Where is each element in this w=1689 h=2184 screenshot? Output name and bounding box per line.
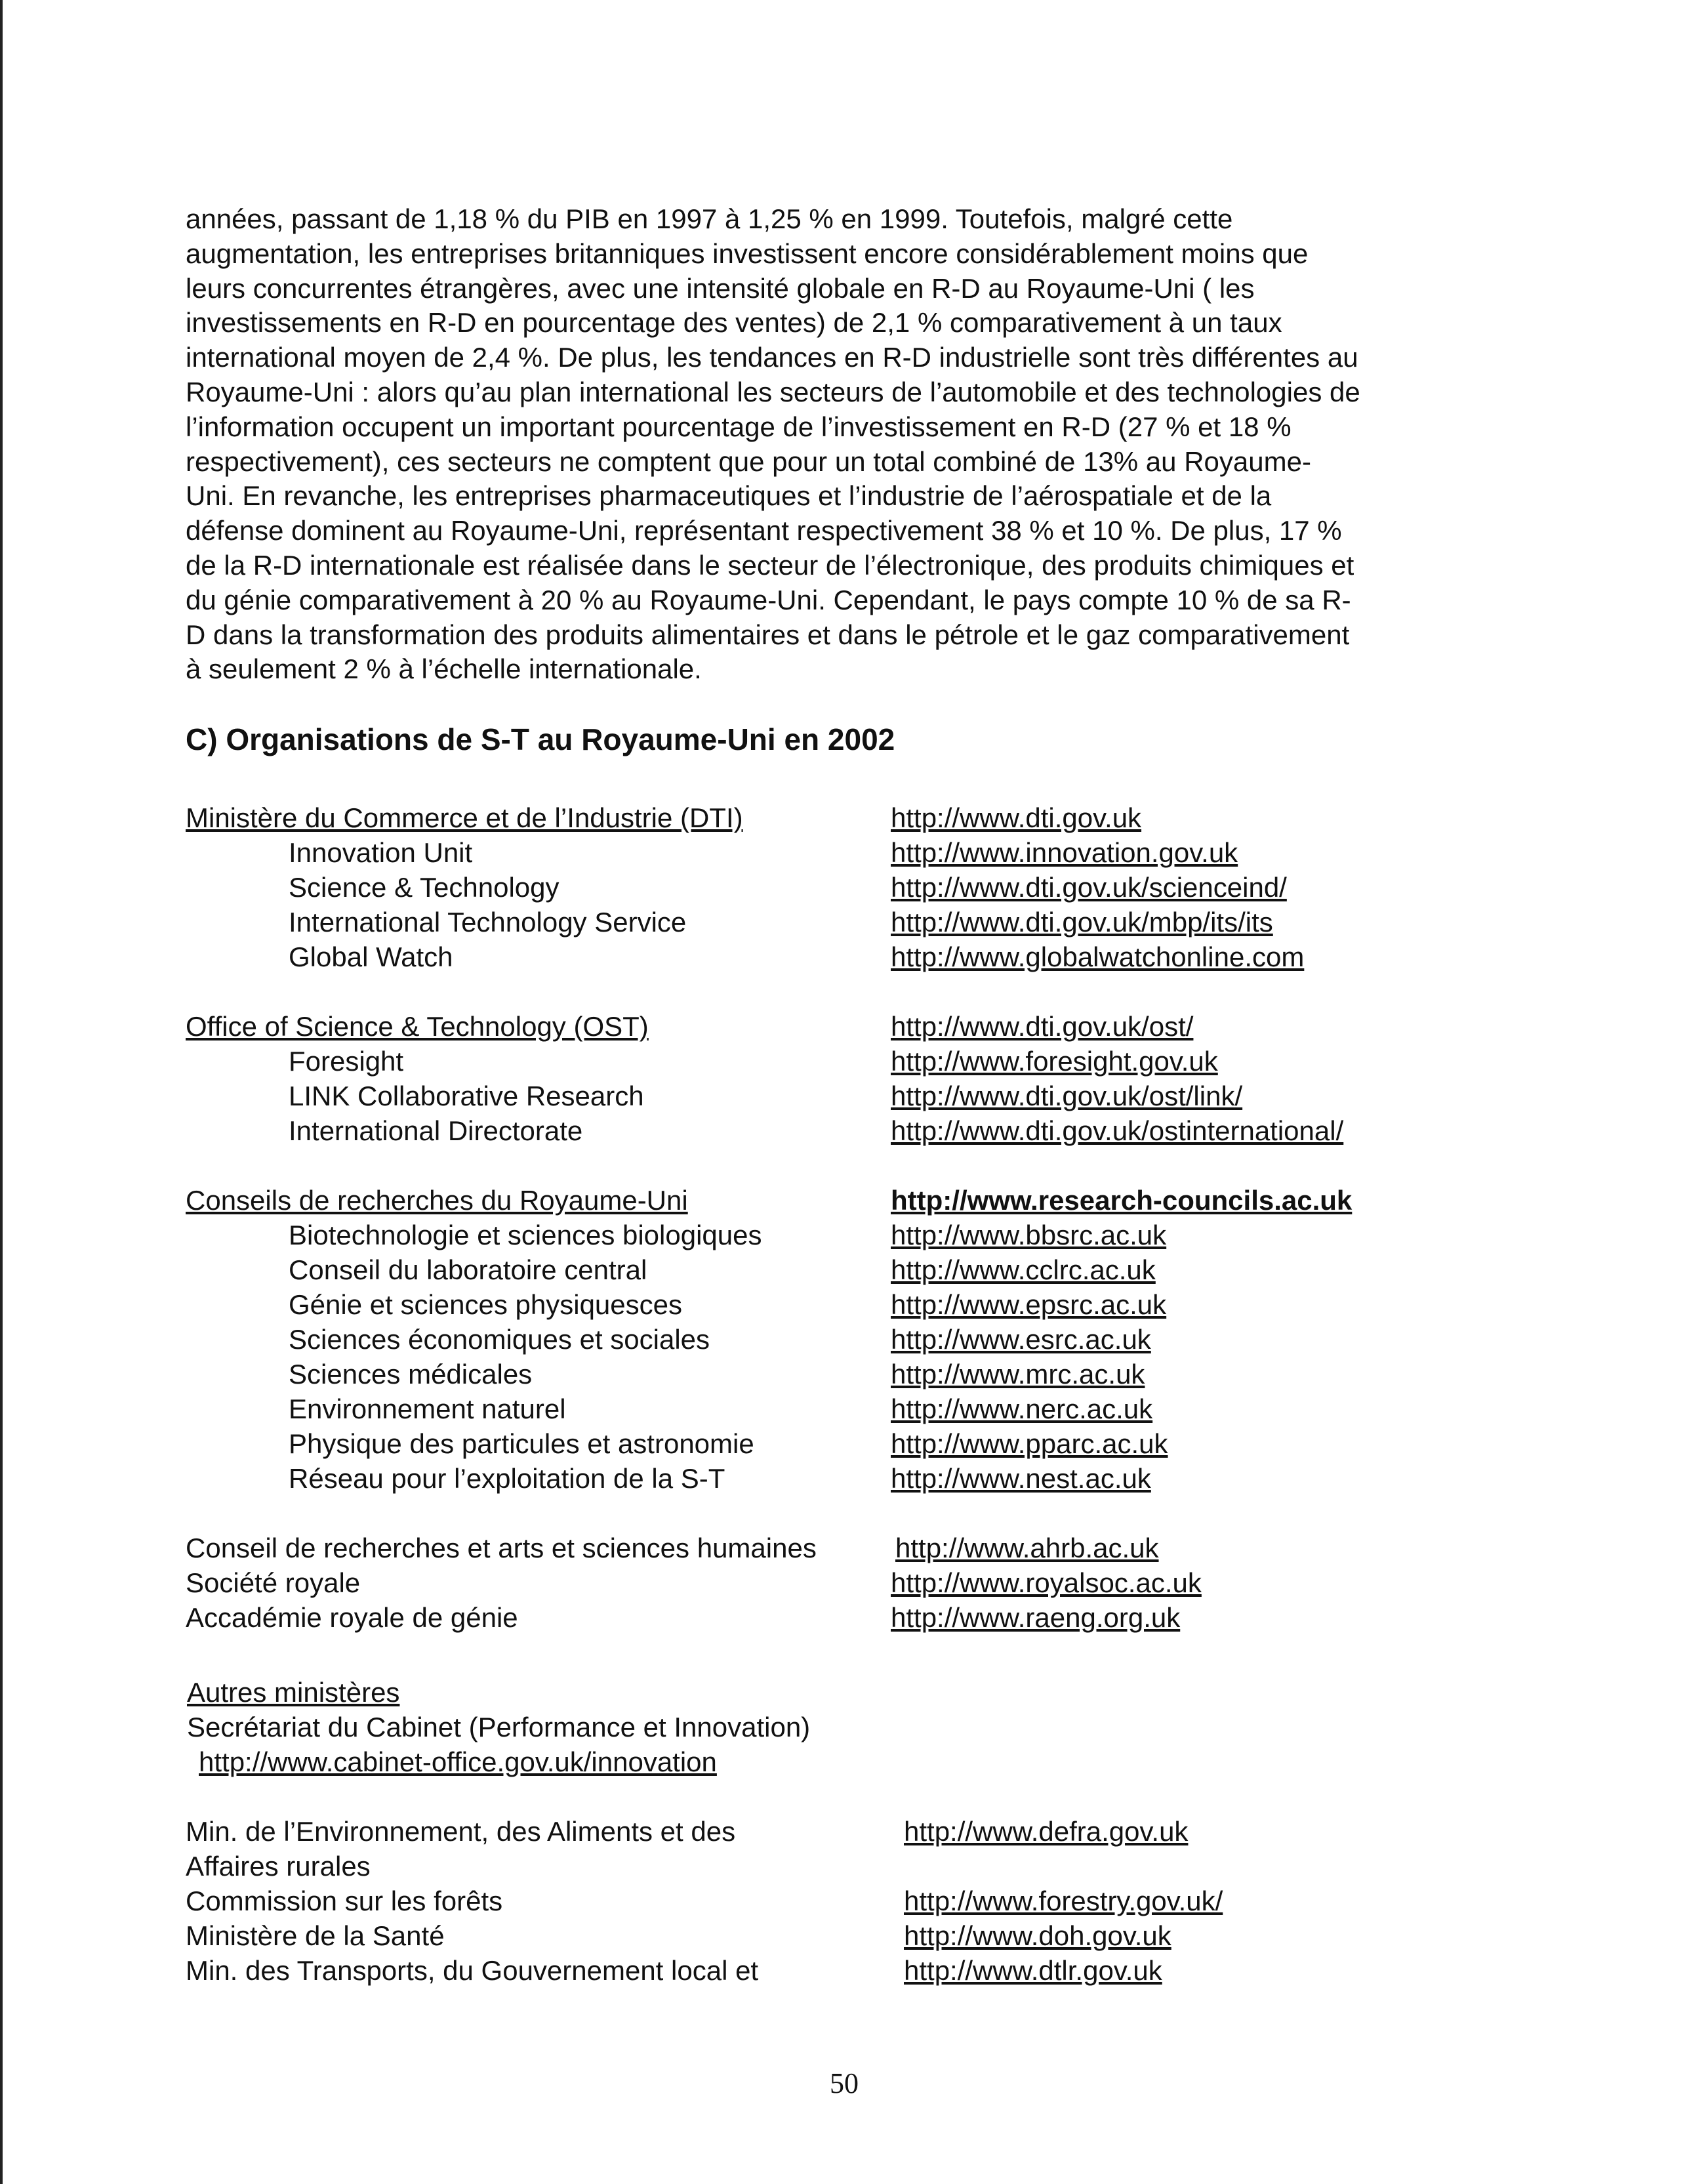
org-sub-label: Sciences économiques et sociales [289, 1324, 710, 1355]
org-link[interactable]: http://www.dti.gov.uk/ost/ [891, 1011, 1194, 1042]
scan-edge-line [0, 0, 3, 2184]
org-link[interactable]: http://www.royalsoc.ac.uk [891, 1567, 1202, 1598]
body-paragraph [186, 202, 1504, 687]
org-sub-link[interactable]: http://www.dti.gov.uk/scienceind/ [891, 872, 1287, 903]
org-link[interactable]: http://www.raeng.org.uk [891, 1602, 1181, 1633]
org-name: Conseil de recherches et arts et sciences humaines [186, 1533, 817, 1563]
org-sub-link[interactable]: http://www.mrc.ac.uk [891, 1359, 1145, 1390]
paragraph-line: l’information occupent un important pourcentage de l’investissement en R-D (27 % et 18 % [186, 411, 1292, 442]
org-sub-link[interactable]: http://www.cclrc.ac.uk [891, 1254, 1156, 1285]
org-sub-label: Environnement naturel [289, 1393, 566, 1424]
org-row-research-councils [186, 1183, 1563, 1218]
org-sub-row [186, 870, 1563, 905]
ministry-name: Affaires rurales [186, 1851, 371, 1882]
org-sub-row [186, 1461, 1563, 1496]
org-row-other [186, 1600, 1563, 1635]
org-sub-label: Conseil du laboratoire central [289, 1254, 647, 1285]
org-sub-label: Science & Technology [289, 872, 560, 903]
org-row-other [186, 1531, 1563, 1565]
ministry-link[interactable]: http://www.doh.gov.uk [904, 1920, 1171, 1951]
org-sub-row [186, 1391, 1563, 1426]
org-sub-link[interactable]: http://www.nerc.ac.uk [891, 1393, 1153, 1424]
org-sub-link[interactable]: http://www.innovation.gov.uk [891, 837, 1238, 868]
org-sub-label: Foresight [289, 1046, 404, 1077]
ministry-row [186, 1953, 1563, 1988]
org-sub-row [186, 939, 1563, 974]
org-name: Accadémie royale de génie [186, 1602, 518, 1633]
org-sub-label: Physique des particules et astronomie [289, 1428, 754, 1459]
paragraph-line: Uni. En revanche, les entreprises pharmaceutiques et l’industrie de l’aérospatiale et de la [186, 480, 1272, 512]
org-sub-link[interactable]: http://www.pparc.ac.uk [891, 1428, 1168, 1459]
org-sub-row [186, 1287, 1563, 1322]
org-sub-row [186, 1113, 1563, 1148]
ministry-link[interactable]: http://www.forestry.gov.uk/ [904, 1885, 1223, 1916]
section-heading: C) Organisations de S-T au Royaume-Uni en 2002 [186, 722, 895, 756]
org-link[interactable]: http://www.research-councils.ac.uk [891, 1185, 1353, 1216]
org-sub-row [186, 905, 1563, 939]
org-sub-row [186, 1322, 1563, 1357]
org-sub-link[interactable]: http://www.esrc.ac.uk [891, 1324, 1151, 1355]
org-sub-label: Innovation Unit [289, 837, 473, 868]
org-sub-link[interactable]: http://www.globalwatchonline.com [891, 941, 1305, 972]
org-sub-row [186, 1357, 1563, 1391]
org-name: Office of Science & Technology (OST) [186, 1011, 649, 1042]
org-row-dti [186, 800, 1563, 835]
org-link[interactable]: http://www.dti.gov.uk [891, 802, 1142, 833]
org-sub-row [186, 835, 1563, 870]
org-sub-row [186, 1218, 1563, 1252]
ministry-name: Min. des Transports, du Gouvernement local et [186, 1955, 759, 1986]
org-sub-label: LINK Collaborative Research [289, 1081, 644, 1111]
org-sub-link[interactable]: http://www.dti.gov.uk/ost/link/ [891, 1081, 1243, 1111]
ministry-name: Min. de l’Environnement, des Aliments et des [186, 1816, 736, 1847]
org-sub-link[interactable]: http://www.dti.gov.uk/ostinternational/ [891, 1115, 1344, 1146]
paragraph-line: D dans la transformation des produits alimentaires et dans le pétrole et le gaz comparativement [186, 619, 1350, 650]
paragraph-line: années, passant de 1,18 % du PIB en 1997 à 1,25 % en 1999. Toutefois, malgré cette [186, 203, 1233, 234]
org-sub-link[interactable]: http://www.nest.ac.uk [891, 1463, 1151, 1494]
paragraph-line: respectivement), ces secteurs ne comptent que pour un total combiné de 13% au Royaume- [186, 445, 1311, 477]
org-sub-label: Génie et sciences physiquesces [289, 1289, 682, 1320]
paragraph-line: leurs concurrentes étrangères, avec une intensité globale en R-D au Royaume-Uni ( les [186, 272, 1255, 304]
paragraph-line: défense dominent au Royaume-Uni, représentant respectivement 38 % et 10 %. De plus, 17 % [186, 515, 1342, 546]
org-sub-label: International Technology Service [289, 907, 687, 937]
cabinet-label: Secrétariat du Cabinet (Performance et Innovation) [187, 1712, 811, 1742]
org-sub-link[interactable]: http://www.dti.gov.uk/mbp/its/its [891, 907, 1273, 937]
org-link[interactable]: http://www.ahrb.ac.uk [895, 1533, 1159, 1563]
ministry-row [186, 1814, 1563, 1849]
org-row-other [186, 1565, 1563, 1600]
org-sub-label: Global Watch [289, 941, 453, 972]
ministry-row [186, 1849, 1563, 1884]
org-name: Ministère du Commerce et de l’Industrie (DTI) [186, 802, 743, 833]
org-sub-label: Réseau pour l’exploitation de la S-T [289, 1463, 725, 1494]
org-row-ost [186, 1009, 1563, 1044]
org-sub-link[interactable]: http://www.bbsrc.ac.uk [891, 1220, 1167, 1250]
org-sub-row [186, 1044, 1563, 1079]
paragraph-line: augmentation, les entreprises britanniques investissent encore considérablement moins que [186, 237, 1309, 269]
org-sub-row [186, 1426, 1563, 1461]
paragraph-line: international moyen de 2,4 %. De plus, les tendances en R-D industrielle sont très différentes au [186, 342, 1358, 373]
ministries-heading: Autres ministères [187, 1677, 400, 1708]
org-sub-label: Biotechnologie et sciences biologiques [289, 1220, 762, 1250]
org-sub-link[interactable]: http://www.foresight.gov.uk [891, 1046, 1218, 1077]
org-sub-label: Sciences médicales [289, 1359, 533, 1390]
org-sub-label: International Directorate [289, 1115, 583, 1146]
paragraph-line: investissements en R-D en pourcentage des ventes) de 2,1 % comparativement à un taux [186, 307, 1282, 339]
ministry-row [186, 1884, 1563, 1918]
org-name: Conseils de recherches du Royaume-Uni [186, 1185, 688, 1216]
org-sub-row [186, 1079, 1563, 1113]
cabinet-link[interactable]: http://www.cabinet-office.gov.uk/innovation [199, 1746, 717, 1777]
paragraph-line: du génie comparativement à 20 % au Royaume-Uni. Cependant, le pays compte 10 % de sa R- [186, 584, 1351, 615]
paragraph-line: à seulement 2 % à l’échelle internationale. [186, 653, 702, 685]
ministry-row [186, 1918, 1563, 1953]
paragraph-line: Royaume-Uni : alors qu’au plan international les secteurs de l’automobile et des technologies de [186, 376, 1360, 407]
org-sub-row [186, 1252, 1563, 1287]
page-number: 50 [830, 2067, 859, 2099]
ministry-link[interactable]: http://www.dtlr.gov.uk [904, 1955, 1162, 1986]
org-sub-link[interactable]: http://www.epsrc.ac.uk [891, 1289, 1167, 1320]
ministry-name: Ministère de la Santé [186, 1920, 445, 1951]
paragraph-line: de la R-D internationale est réalisée dans le secteur de l’électronique, des produits chimiques et [186, 549, 1354, 581]
org-name: Société royale [186, 1567, 361, 1598]
ministry-name: Commission sur les forêts [186, 1885, 503, 1916]
ministry-link[interactable]: http://www.defra.gov.uk [904, 1816, 1189, 1847]
